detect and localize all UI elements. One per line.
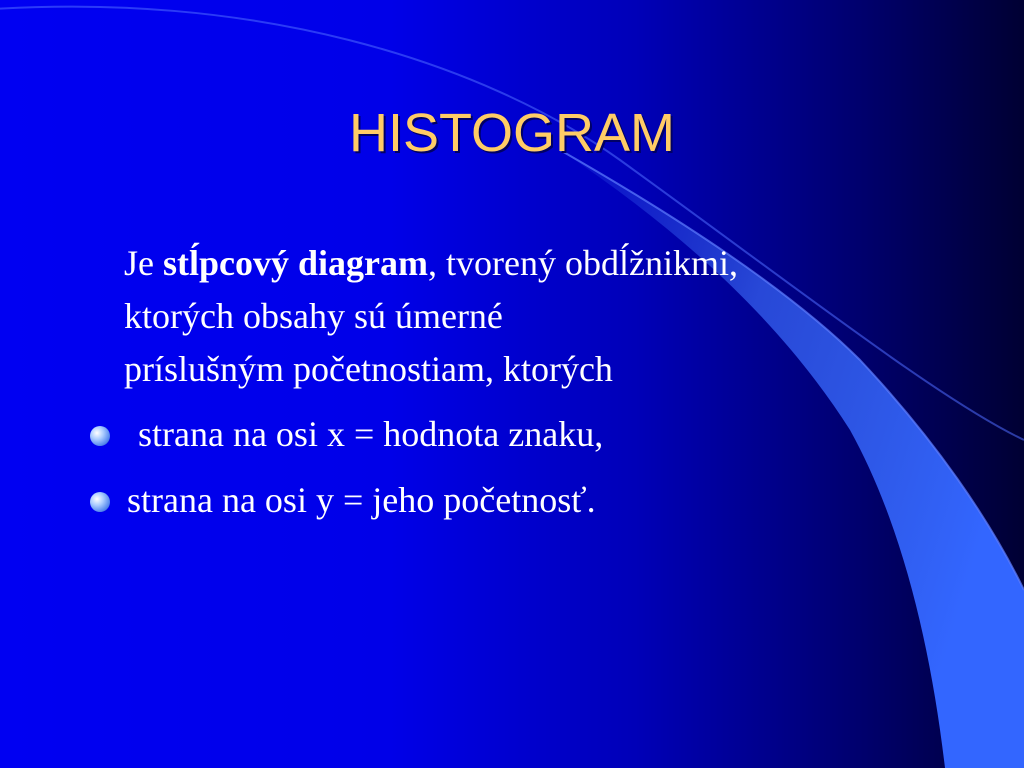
bullet-dot-icon (90, 426, 110, 446)
slide-title: HISTOGRAM (348, 103, 676, 163)
term-bold: stĺpcový diagram (163, 243, 428, 283)
paragraph-prefix: Je (124, 243, 163, 283)
paragraph-line-2: ktorých obsahy sú úmerné (124, 296, 503, 336)
bullet-text: strana na osi x = hodnota znaku, (138, 414, 604, 454)
bullet-text: strana na osi y = jeho početnosť. (127, 480, 596, 520)
definition-paragraph (124, 237, 944, 396)
paragraph-line-3: príslušným početnostiam, ktorých (124, 349, 613, 389)
paragraph-suffix: , tvorený obdĺžnikmi, (428, 243, 738, 283)
bullet-dot-icon (90, 492, 110, 512)
paragraph-line-1 (124, 237, 944, 290)
